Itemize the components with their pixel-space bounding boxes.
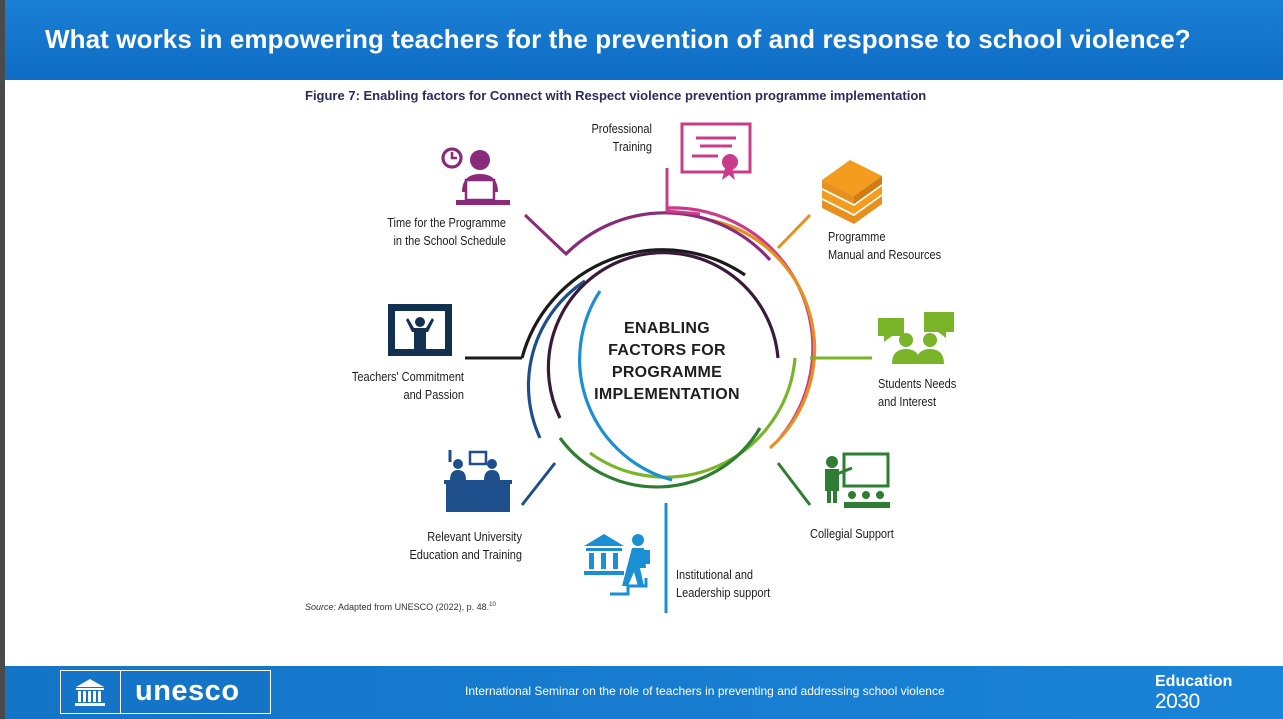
label-professional-training: Professional Training — [591, 122, 652, 154]
window-left-edge — [0, 0, 5, 719]
clock-laptop-icon — [443, 149, 510, 205]
label-students-needs: Students Needs and Interest — [878, 377, 957, 409]
teacher-screen-icon — [388, 304, 452, 356]
center-line: IMPLEMENTATION — [594, 386, 740, 403]
unesco-logo — [60, 670, 271, 714]
center-line: FACTORS FOR — [608, 342, 726, 359]
students-chat-icon — [878, 312, 954, 364]
label-teachers-commitment: Teachers' Commitment and Passion — [351, 370, 464, 402]
slide-title: What works in empowering teachers for the prevention of and response to school violence? — [45, 24, 1191, 54]
institution-icon — [584, 534, 650, 594]
label-university: Relevant University Education and Training — [409, 530, 522, 562]
education-2030-logo — [1155, 672, 1232, 712]
certificate-icon — [682, 124, 750, 180]
label-programme-manual: Programme Manual and Resources — [828, 230, 942, 262]
edu-line-2: 2030 — [1155, 690, 1200, 713]
unesco-temple-icon — [61, 671, 121, 713]
figure-title: Figure 7: Enabling factors for Connect with Respect violence prevention programme implementation — [305, 88, 927, 103]
edu-line-1: Education — [1155, 673, 1233, 690]
label-institutional: Institutional and Leadership support — [676, 568, 771, 600]
teacher-board-icon — [825, 454, 890, 508]
connector-collegial — [778, 463, 810, 505]
label-time-programme: Time for the Programme in the School Schedule — [387, 216, 506, 248]
connector-university — [522, 463, 555, 505]
enabling-factors-diagram — [300, 108, 1000, 628]
figure-source: Source: Adapted from UNESCO (2022), p. 48.10 — [305, 602, 496, 612]
label-collegial-support: Collegial Support — [810, 527, 894, 541]
books-icon — [822, 160, 882, 224]
connector-programme — [778, 215, 810, 248]
unesco-wordmark: unesco — [135, 675, 240, 707]
center-line: PROGRAMME — [611, 364, 723, 381]
seminar-title: International Seminar on the role of teachers in preventing and addressing school violence — [465, 684, 945, 698]
classroom-icon — [444, 450, 512, 512]
center-line: ENABLING — [624, 320, 710, 337]
connector-time — [525, 215, 565, 253]
diagram-center-label — [592, 318, 742, 406]
